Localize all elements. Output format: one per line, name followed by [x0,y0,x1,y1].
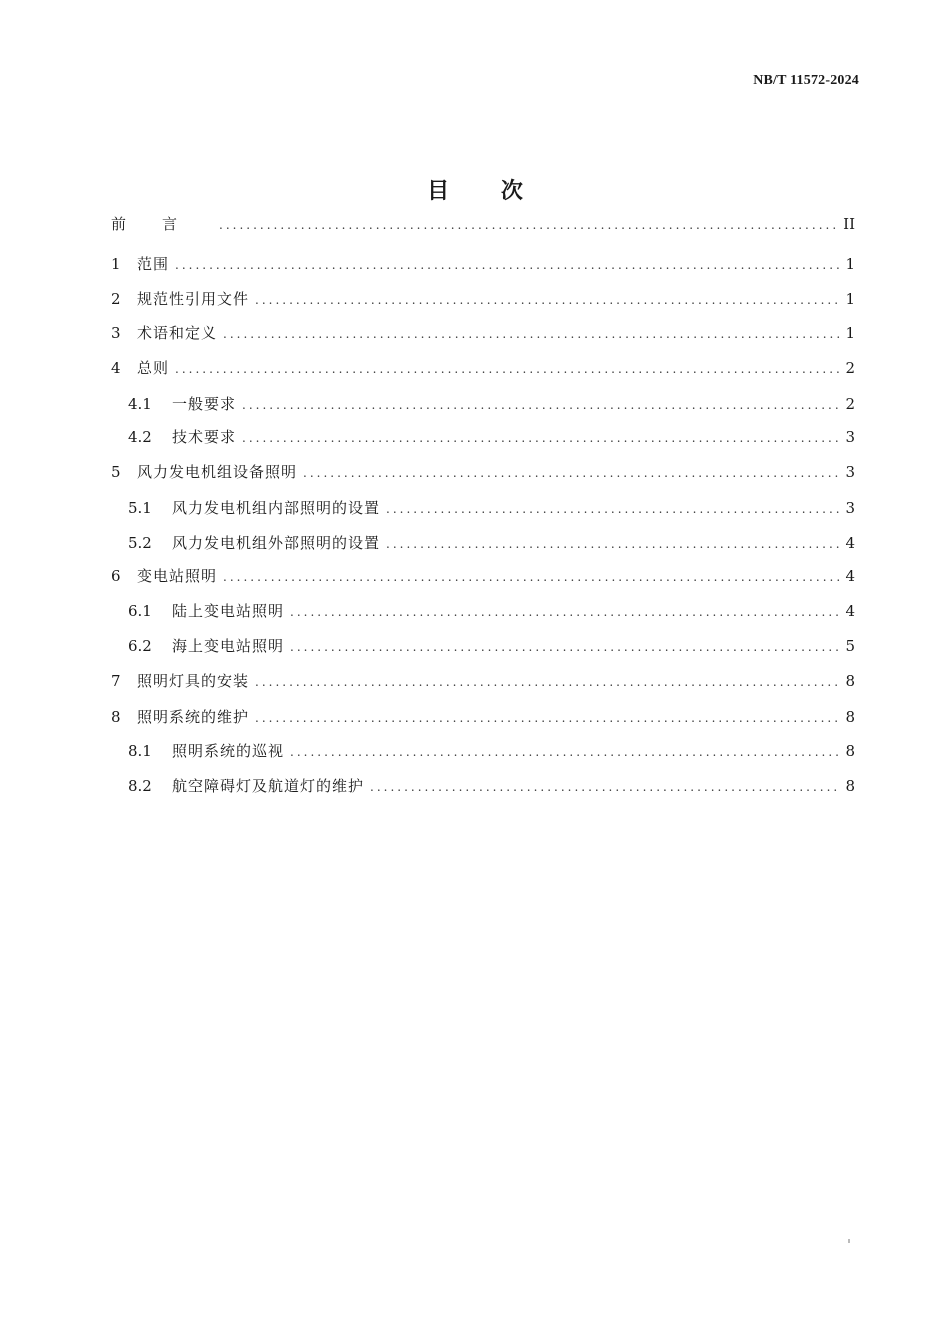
toc-entry-label: 术语和定义 [137,324,218,342]
toc-entry-8-1[interactable] [128,740,855,761]
toc-entry-page: 8 [845,708,855,726]
scan-speck [848,1239,850,1243]
leader-dots [242,398,841,412]
toc-entry-number: 3 [111,324,121,342]
toc-entry-page: 4 [845,567,855,585]
leader-dots [219,218,839,232]
toc-entry-number: 5.2 [128,534,152,552]
leader-dots [290,640,841,654]
toc-entry-page: 1 [845,255,855,273]
leader-dots [386,537,841,551]
toc-entry-page: 2 [845,359,855,377]
toc-entry-4-1[interactable] [128,393,855,414]
toc-entry-label: 规范性引用文件 [137,290,250,308]
toc-entry-label: 风力发电机组设备照明 [137,463,298,481]
leader-dots [255,675,841,689]
toc-entry-label: 变电站照明 [137,567,218,585]
toc-entry-number: 4.2 [128,428,152,446]
toc-entry-page: II [843,215,855,233]
toc-entry-1[interactable] [111,253,855,274]
toc-entry-label: 风力发电机组内部照明的设置 [172,499,381,517]
toc-entry-label: 照明系统的维护 [137,708,250,726]
toc-entry-page: 3 [845,428,855,446]
leader-dots [290,745,841,759]
toc-entry-label: 陆上变电站照明 [172,602,285,620]
toc-entry-7[interactable] [111,670,855,691]
toc-entry-page: 1 [845,290,855,308]
toc-entry-5-2[interactable] [128,532,855,553]
leader-dots [255,711,841,725]
standard-code: NB/T 11572-2024 [753,73,859,88]
toc-entry-page: 3 [845,463,855,481]
toc-entry-number: 8.1 [128,742,152,760]
toc-entry-label: 照明灯具的安装 [137,672,250,690]
toc-entry-page: 1 [845,324,855,342]
leader-dots [303,466,841,480]
toc-entry-5-1[interactable] [128,497,855,518]
toc-entry-4-2[interactable] [128,426,855,447]
toc-entry-6-1[interactable] [128,600,855,621]
toc-entry-8[interactable] [111,706,855,727]
toc-entry-number: 8 [111,708,121,726]
leader-dots [242,431,841,445]
toc-entry-label: 总则 [137,359,170,377]
leader-dots [370,780,841,794]
leader-dots [175,258,841,272]
toc-entry-label: 前言 [111,215,214,233]
toc-entry-label: 海上变电站照明 [172,637,285,655]
leader-dots [223,327,841,341]
toc-entry-page: 2 [845,395,855,413]
toc-entry-number: 1 [111,255,121,273]
toc-entry-8-2[interactable] [128,775,855,796]
toc-entry-page: 8 [845,672,855,690]
leader-dots [175,362,841,376]
toc-entry-number: 5.1 [128,499,152,517]
toc-entry-4[interactable] [111,357,855,378]
toc-entry-page: 4 [845,534,855,552]
toc-entry-3[interactable] [111,322,855,343]
toc-entry-number: 4.1 [128,395,152,413]
toc-entry-page: 4 [845,602,855,620]
leader-dots [255,293,841,307]
toc-title: 目 次 [427,178,545,204]
toc-entry-number: 7 [111,672,121,690]
toc-entry-5[interactable] [111,461,855,482]
leader-dots [290,605,841,619]
leader-dots [386,502,841,516]
toc-entry-6[interactable] [111,565,855,586]
leader-dots [223,570,841,584]
toc-entry-page: 5 [845,637,855,655]
toc-entry-number: 2 [111,290,121,308]
toc-entry-page: 8 [845,777,855,795]
toc-entry-2[interactable] [111,288,855,309]
toc-entry-label: 照明系统的巡视 [172,742,285,760]
toc-entry-number: 6.2 [128,637,152,655]
toc-entry-label: 一般要求 [172,395,237,413]
toc-entry-foreword[interactable] [111,213,855,234]
toc-entry-label: 航空障碍灯及航道灯的维护 [172,777,365,795]
toc-entry-number: 5 [111,463,121,481]
toc-entry-page: 8 [845,742,855,760]
toc-entry-number: 4 [111,359,121,377]
toc-entry-number: 6.1 [128,602,152,620]
toc-entry-label: 风力发电机组外部照明的设置 [172,534,381,552]
toc-entry-6-2[interactable] [128,635,855,656]
toc-entry-label: 技术要求 [172,428,237,446]
toc-entry-page: 3 [845,499,855,517]
toc-entry-number: 6 [111,567,121,585]
toc-entry-label: 范围 [137,255,170,273]
toc-entry-number: 8.2 [128,777,152,795]
